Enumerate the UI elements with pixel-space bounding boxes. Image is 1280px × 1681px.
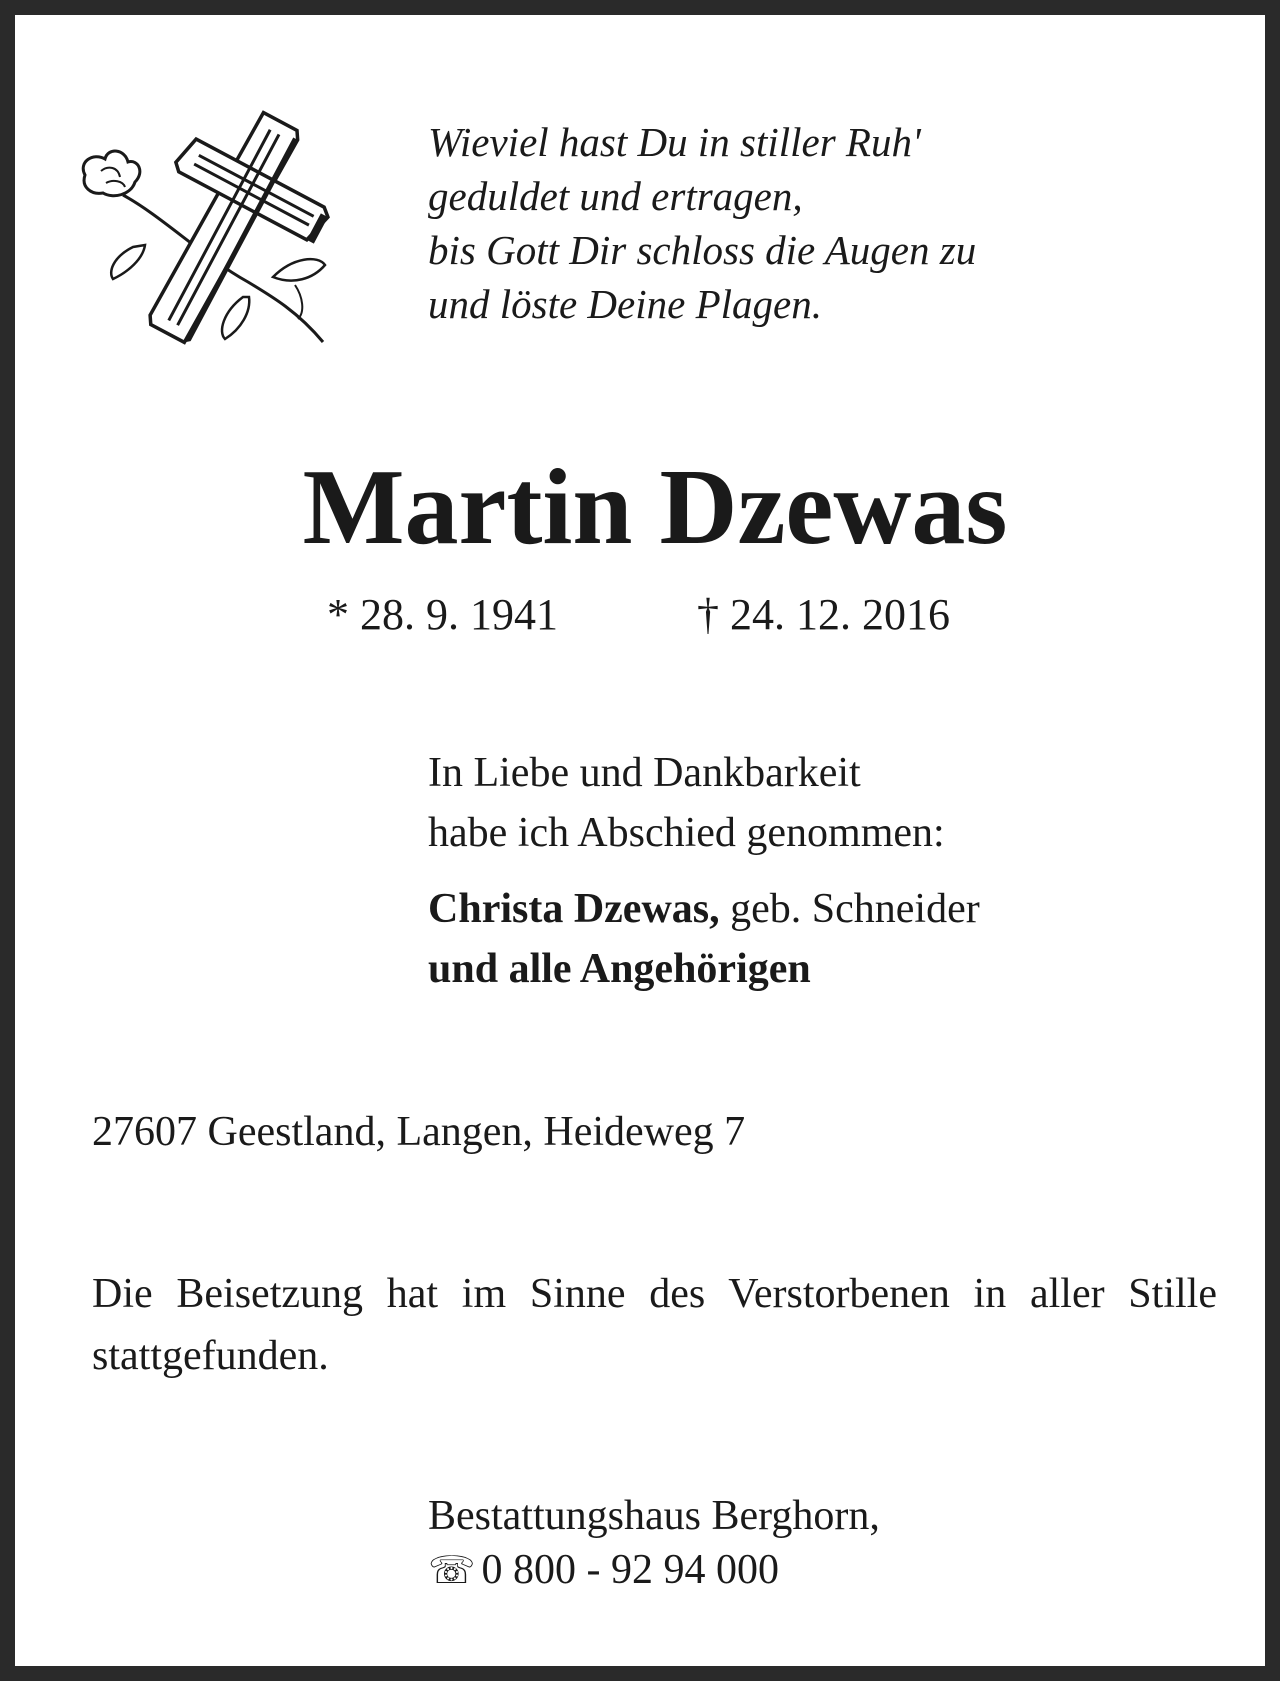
- undertaker-phone: 0 800 - 92 94 000: [481, 1547, 780, 1593]
- other-mourners: und alle Angehörigen: [428, 946, 811, 992]
- verse-line: bis Gott Dir schloss die Augen zu: [428, 227, 977, 273]
- farewell-line: In Liebe und Dankbarkeit: [428, 750, 861, 796]
- telephone-icon: ☏: [428, 1550, 476, 1592]
- farewell-line: habe ich Abschied genommen:: [428, 810, 945, 856]
- undertaker-block: [428, 1489, 880, 1598]
- memorial-verse: [428, 115, 976, 331]
- primary-mourner: [428, 879, 980, 939]
- farewell-text: [428, 743, 945, 863]
- deceased-name: Martin Dzewas: [302, 448, 1008, 567]
- primary-mourner-name: Christa Dzewas,: [428, 886, 720, 932]
- mourner-address: 27607 Geestland, Langen, Heideweg 7: [92, 1109, 746, 1155]
- verse-line: geduldet und ertragen,: [428, 173, 803, 219]
- birth-date: * 28. 9. 1941: [327, 590, 558, 639]
- mourners-block: [428, 879, 980, 999]
- cross-with-rose-icon: [73, 107, 363, 352]
- undertaker-phone-line: [428, 1543, 880, 1598]
- death-date: † 24. 12. 2016: [697, 590, 950, 639]
- undertaker-name: Bestattungshaus Berghorn,: [428, 1493, 880, 1539]
- burial-notice: Die Beisetzung hat im Sinne des Verstorbenen in aller Stille stattgefunden.: [92, 1271, 1217, 1379]
- primary-mourner-maiden-name: geb. Schneider: [719, 886, 980, 932]
- verse-line: Wieviel hast Du in stiller Ruh': [428, 119, 921, 165]
- verse-line: und löste Deine Plagen.: [428, 281, 822, 327]
